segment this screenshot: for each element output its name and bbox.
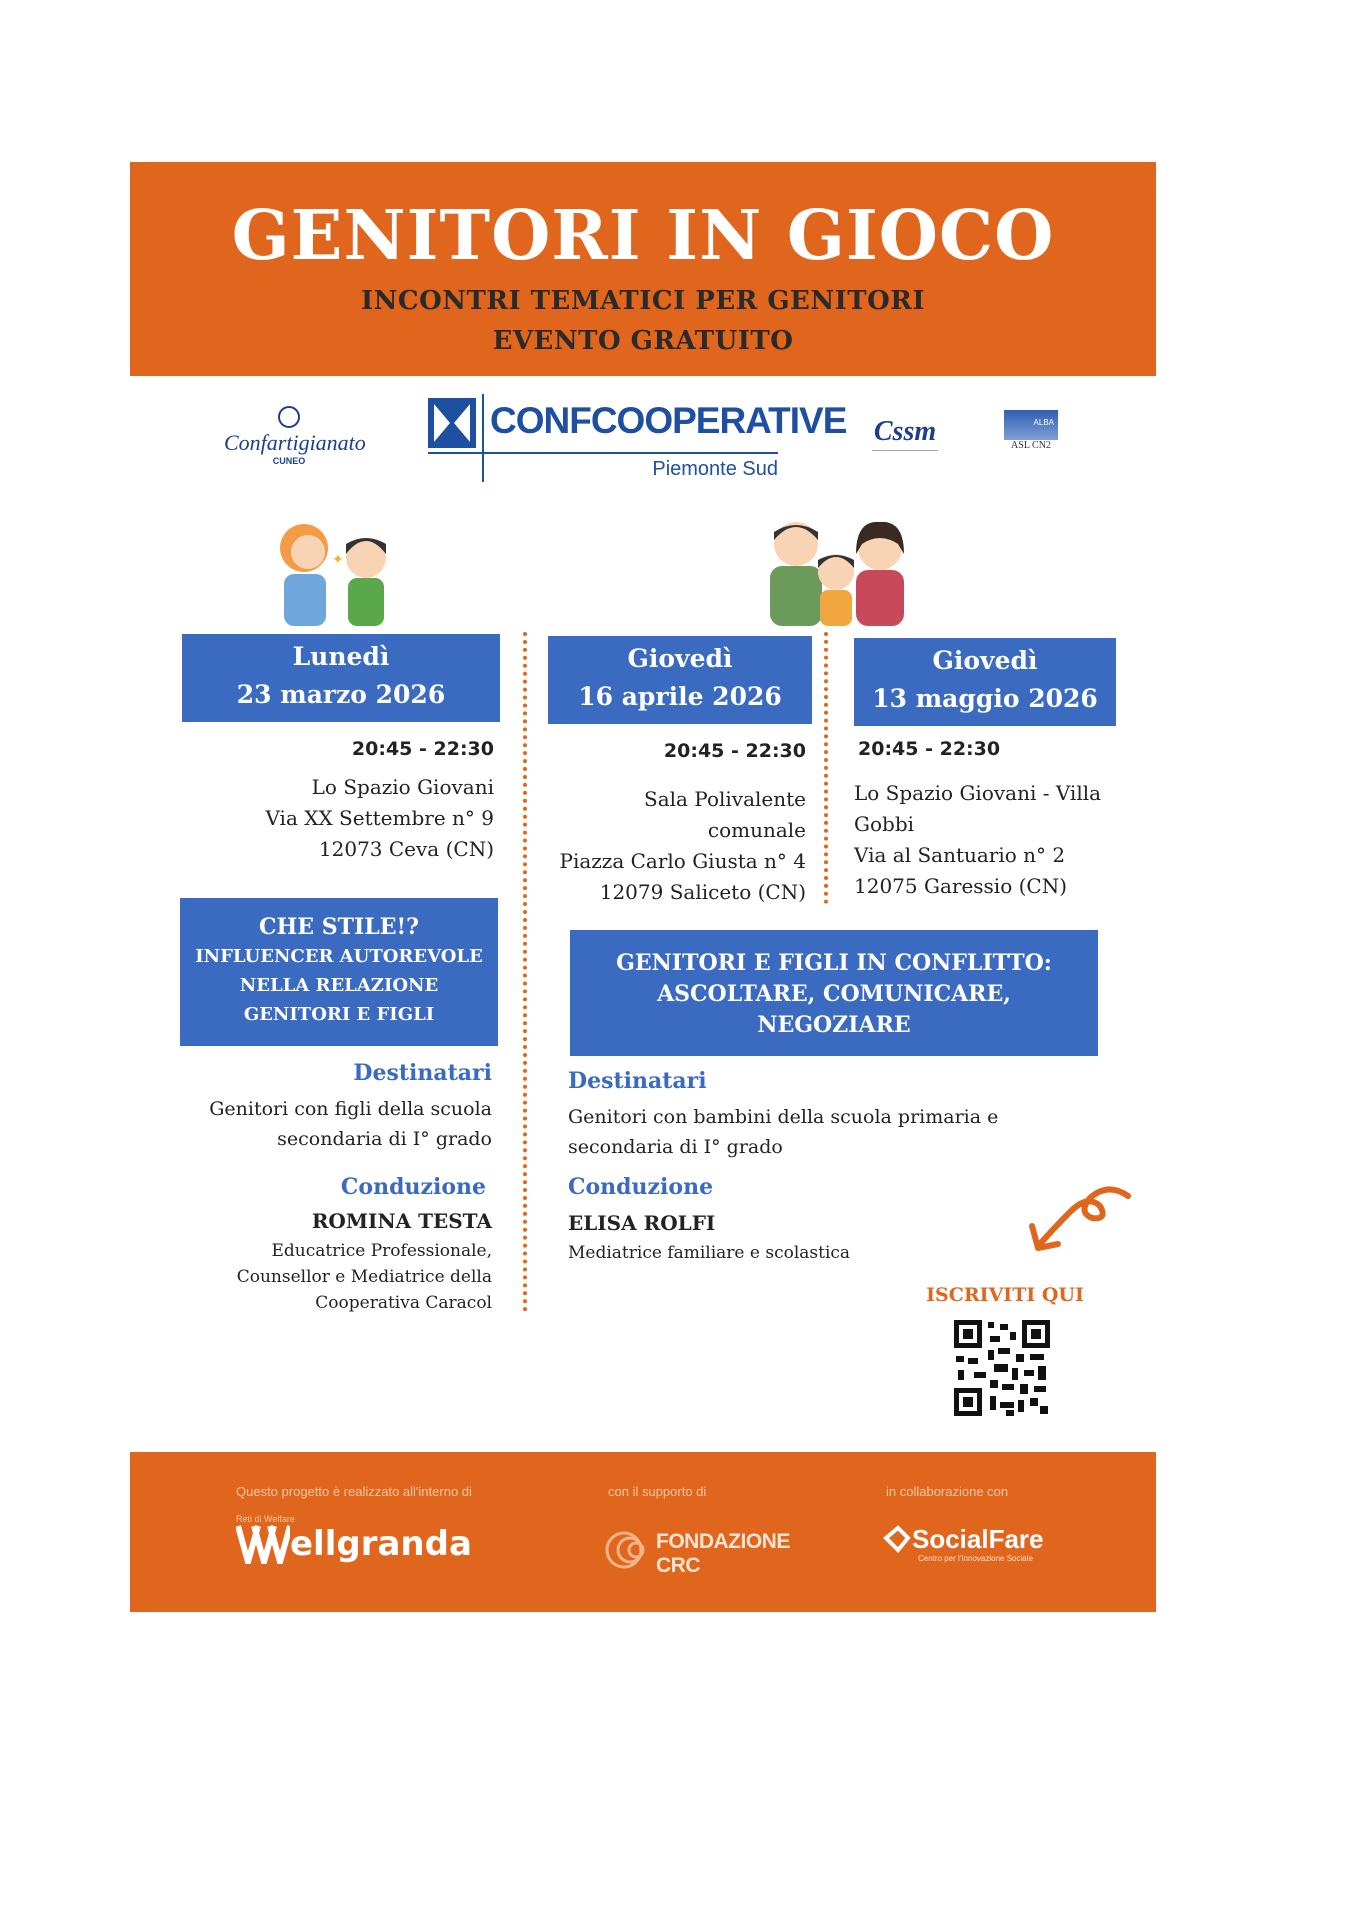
event-2-place-line: comunale xyxy=(707,818,806,842)
svg-text:✦: ✦ xyxy=(332,552,344,568)
topic-1-recipients-line: secondaria di I° grado xyxy=(277,1128,492,1150)
signup-label: ISCRIVITI QUI xyxy=(926,1284,1084,1306)
column-divider-1 xyxy=(523,632,527,1312)
confartigianato-emblem-icon xyxy=(278,406,300,428)
event-1-date: 23 marzo 2026 xyxy=(236,680,446,709)
wellgranda-name: ellgranda xyxy=(290,1524,472,1564)
confcooperative-rule xyxy=(428,452,778,454)
event-3-day: Giovedì xyxy=(932,646,1038,675)
confcooperative-mark-icon xyxy=(428,398,476,448)
poster-header xyxy=(130,162,1156,376)
topic-2-host-role: Mediatrice familiare e scolastica xyxy=(568,1243,851,1263)
socialfare-sub: Centro per l'Innovazione Sociale xyxy=(918,1554,1033,1563)
date-box-1 xyxy=(182,634,500,722)
event-3-place-line: Via al Santuario n° 2 xyxy=(854,843,1066,867)
wellgranda-logo xyxy=(236,1514,472,1564)
date-box-3 xyxy=(854,638,1116,726)
topic-1-host-role-line: Cooperativa Caracol xyxy=(315,1293,492,1313)
topic-1-box xyxy=(180,898,498,1046)
event-2-day: Giovedì xyxy=(627,644,733,673)
topic-2-box xyxy=(570,930,1098,1056)
cssm-rule xyxy=(872,450,938,459)
cssm-logo xyxy=(872,416,938,459)
confartigianato-logo xyxy=(224,406,366,466)
topic-1-host-label: Conduzione xyxy=(340,1174,486,1200)
topic-2-recipients xyxy=(568,1102,1088,1162)
confcooperative-name: CONFCOOPERATIVE xyxy=(490,400,847,441)
poster-footer xyxy=(130,1452,1156,1612)
fondazione-crc-logo xyxy=(604,1530,790,1577)
event-poster xyxy=(130,162,1156,1612)
socialfare-logo xyxy=(882,1524,1044,1563)
event-3-place-line: Lo Spazio Giovani - Villa xyxy=(854,781,1102,805)
topic-1-line: NELLA RELAZIONE xyxy=(239,975,439,996)
topic-1-recipients-label: Destinatari xyxy=(353,1060,492,1086)
poster-free-event: EVENTO GRATUITO xyxy=(492,326,794,356)
confartigianato-name: Confartigianato xyxy=(224,430,366,455)
event-1-place-line: 12073 Ceva (CN) xyxy=(318,837,494,861)
asl-top: ALBA xyxy=(1033,418,1054,427)
family-illustration xyxy=(762,514,912,632)
confcooperative-logo xyxy=(428,394,847,484)
event-3-place-line: 12075 Garessio (CN) xyxy=(854,874,1068,898)
footer-project-text: Questo progetto è realizzato all'interno di xyxy=(236,1484,472,1499)
topic-2-host-name: ELISA ROLFI xyxy=(568,1211,716,1235)
event-3-time: 20:45 - 22:30 xyxy=(858,738,1001,760)
asl-emblem-icon xyxy=(1004,410,1058,440)
column-divider-2 xyxy=(824,632,828,904)
event-2-place-line: Sala Polivalente xyxy=(644,787,806,811)
event-1-place xyxy=(170,772,494,865)
crc-name: FONDAZIONE CRC xyxy=(656,1530,790,1577)
topic-2-recipients-line: secondaria di I° grado xyxy=(568,1136,783,1158)
asl-logo xyxy=(1004,410,1058,451)
event-2-time: 20:45 - 22:30 xyxy=(663,740,806,762)
topic-1-host-role-line: Educatrice Professionale, xyxy=(271,1241,492,1261)
topic-2-title: GENITORI E FIGLI IN CONFLITTO: xyxy=(616,950,1052,976)
event-2-place xyxy=(530,784,806,908)
topic-2-line: ASCOLTARE, COMUNICARE, xyxy=(657,981,1011,1007)
qr-code-icon[interactable] xyxy=(954,1320,1050,1416)
topic-1-host-role-line: Counsellor e Mediatrice della xyxy=(236,1267,492,1287)
event-1-day: Lunedì xyxy=(292,642,390,671)
topic-1-line: INFLUENCER AUTOREVOLE xyxy=(195,946,483,967)
topic-2-line: NEGOZIARE xyxy=(757,1012,911,1038)
footer-support-text: con il supporto di xyxy=(608,1484,707,1499)
topic-1-host-name: ROMINA TESTA xyxy=(311,1209,492,1233)
event-2-place-line: Piazza Carlo Giusta n° 4 xyxy=(559,849,806,873)
confcooperative-divider xyxy=(482,394,484,482)
topic-1-line: GENITORI E FIGLI xyxy=(243,1004,435,1025)
topic-1-recipients-line: Genitori con figli della scuola xyxy=(209,1098,492,1120)
socialfare-mark-icon xyxy=(882,1524,912,1554)
event-1-place-line: Via XX Settembre n° 9 xyxy=(265,806,494,830)
curly-arrow-icon xyxy=(1018,1178,1138,1258)
event-3-place xyxy=(854,778,1130,902)
topic-2-recipients-line: Genitori con bambini della scuola primaria e xyxy=(568,1106,999,1128)
event-2-date: 16 aprile 2026 xyxy=(578,682,782,711)
asl-name: ASL CN2 xyxy=(1011,440,1051,451)
topic-2-host-label: Conduzione xyxy=(568,1174,714,1200)
poster-subtitle: INCONTRI TEMATICI PER GENITORI xyxy=(360,286,926,316)
topic-1-recipients xyxy=(150,1094,492,1154)
event-2-place-line: 12079 Saliceto (CN) xyxy=(599,880,806,904)
date-box-2 xyxy=(548,636,812,724)
wellgranda-small: Reti di Welfare xyxy=(236,1514,295,1524)
confartigianato-sub: CUNEO xyxy=(272,456,306,466)
socialfare-name: SocialFare xyxy=(912,1524,1044,1554)
footer-collab-text: in collaborazione con xyxy=(886,1484,1009,1499)
event-3-place-line: Gobbi xyxy=(854,812,915,836)
topic-1-title: CHE STILE!? xyxy=(258,914,420,940)
event-1-time: 20:45 - 22:30 xyxy=(351,738,494,760)
cssm-name: Cssm xyxy=(873,416,937,447)
crc-rings-icon xyxy=(604,1530,656,1570)
event-3-date: 13 maggio 2026 xyxy=(872,684,1098,713)
poster-title: GENITORI IN GIOCO xyxy=(231,196,1055,276)
wellgranda-w-icon xyxy=(236,1524,290,1564)
topic-1-host-role xyxy=(140,1238,492,1316)
event-1-place-line: Lo Spazio Giovani xyxy=(311,775,494,799)
mother-child-illustration xyxy=(270,514,400,632)
topic-2-recipients-label: Destinatari xyxy=(568,1068,707,1094)
confcooperative-sub: Piemonte Sud xyxy=(652,458,778,480)
